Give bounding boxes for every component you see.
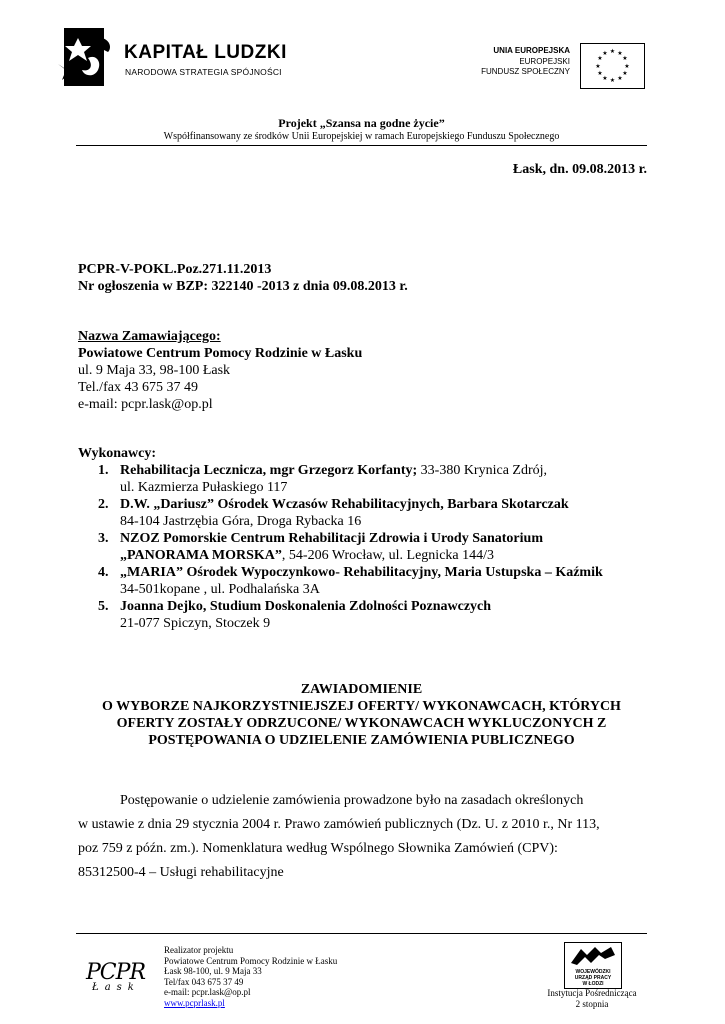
list-item <box>98 564 658 598</box>
project-title: Projekt „Szansa na godne życie” <box>278 116 445 130</box>
svg-text:★: ★ <box>597 55 603 62</box>
contractor-address: 84-104 Jastrzębia Góra, Droga Rybacka 16 <box>120 514 362 529</box>
footer-contact <box>164 945 337 1008</box>
kapital-ludzki-title: KAPITAŁ LUDZKI <box>124 42 287 63</box>
list-item <box>98 598 658 632</box>
svg-text:★: ★ <box>609 48 616 55</box>
list-item-number: 4. <box>98 565 109 580</box>
contractor-name: D.W. „Dariusz” Ośrodek Wczasów Rehabilitacyjnych, Barbara Skotarczak <box>120 497 569 512</box>
footer-line4: Tel/fax 043 675 37 49 <box>164 976 244 987</box>
contractor-name: „MARIA” Ośrodek Wypoczynkowo- Rehabilitacyjny, Maria Ustupska – Kaźmik <box>120 565 603 580</box>
svg-text:★: ★ <box>595 63 601 70</box>
notice-line1: ZAWIADOMIENIE <box>300 682 423 697</box>
list-item-number: 2. <box>98 497 109 512</box>
notice-line4: POSTĘPOWANIA O UDZIELENIE ZAMÓWIENIA PUBLICZNEGO <box>148 733 575 748</box>
list-item <box>98 530 658 564</box>
notice-title <box>76 681 647 749</box>
footer-website-link[interactable]: www.pcprlask.pl <box>164 997 225 1008</box>
header-divider <box>76 145 647 146</box>
contractor-address-part: 33-380 Krynica Zdrój, <box>417 463 548 478</box>
body-line1: Postępowanie o udzielenie zamówienia prowadzone było na zasadach określonych <box>120 793 584 808</box>
eu-line2: EUROPEJSKI <box>519 56 570 66</box>
svg-text:★: ★ <box>624 63 630 70</box>
footer-line1: Realizator projektu <box>164 945 234 955</box>
contracting-authority <box>78 328 362 413</box>
wup-line1: WOJEWÓDZKI <box>575 969 611 975</box>
pcpr-logo-text: PCPR <box>86 960 146 985</box>
list-item-number: 1. <box>98 463 109 478</box>
body-line3: poz 759 z późn. zm.). Nomenklatura według Wspólnego Słownika Zamówień (CPV): <box>78 841 558 856</box>
contractors-label: Wykonawcy: <box>78 446 157 461</box>
notice-line3: OFERTY ZOSTAŁY ODRZUCONE/ WYKONAWCACH WYKLUCZONYCH Z <box>116 716 607 731</box>
project-subtitle: Współfinansowany ze środków Unii Europejskiej w ramach Europejskiego Funduszu Społecznego <box>163 131 560 142</box>
contracting-authority-label: Nazwa Zamawiającego: <box>78 329 221 344</box>
contractor-name: NZOZ Pomorskie Centrum Rehabilitacji Zdrowia i Urody Sanatorium <box>120 531 543 546</box>
contractor-address: 21-077 Spiczyn, Stoczek 9 <box>120 616 271 631</box>
svg-text:★: ★ <box>602 75 608 82</box>
svg-text:★: ★ <box>602 50 608 57</box>
eu-text-block <box>470 46 570 78</box>
list-item <box>98 462 658 496</box>
contractor-address: , 54-206 Wrocław, ul. Legnicka 144/3 <box>281 548 495 563</box>
kapital-ludzki-logo <box>58 24 298 92</box>
body-line4: 85312500-4 – Usługi rehabilitacyjne <box>78 865 284 880</box>
kapital-ludzki-subtitle: NARODOWA STRATEGIA SPÓJNOŚCI <box>125 67 282 77</box>
wup-line2: URZĄD PRACY <box>574 975 612 981</box>
right-caption1: Instytucja Pośrednicząca <box>547 988 637 998</box>
body-paragraph <box>78 789 658 885</box>
contractor-address: 34-501kopane , ul. Podhalańska 3A <box>120 582 320 597</box>
contractor-address: ul. Kazmierza Pułaskiego 117 <box>120 480 288 495</box>
footer-divider <box>76 933 647 934</box>
eu-line1: UNIA EUROPEJSKA <box>493 46 570 55</box>
wup-arrows-icon <box>565 943 621 969</box>
contractor-list <box>98 462 658 632</box>
eu-line3: FUNDUSZ SPOŁECZNY <box>481 67 570 76</box>
eu-stars-icon <box>581 44 644 88</box>
footer-line2: Powiatowe Centrum Pomocy Rodzinie w Łasku <box>164 955 338 966</box>
contractor-name: Rehabilitacja Lecznicza, mgr Grzegorz Korfanty; <box>120 463 418 478</box>
svg-text:★: ★ <box>617 50 623 57</box>
contracting-authority-name: Powiatowe Centrum Pomocy Rodzinie w Łasku <box>78 346 363 361</box>
reference-number: PCPR-V-POKL.Poz.271.11.2013 <box>78 262 272 277</box>
list-item-number: 3. <box>98 531 109 546</box>
wup-line3: W ŁODZI <box>582 981 604 987</box>
contracting-authority-email: e-mail: pcpr.lask@op.pl <box>78 397 213 412</box>
footer-line3: Łask 98-100, ul. 9 Maja 33 <box>164 966 262 976</box>
svg-text:★: ★ <box>622 55 628 62</box>
notice-line2: O WYBORZE NAJKORZYSTNIEJSZEJ OFERTY/ WYKONAWCACH, KTÓRYCH <box>102 699 621 714</box>
kapital-ludzki-emblem-icon <box>58 24 114 90</box>
eu-flag <box>580 43 645 89</box>
contracting-authority-phone: Tel./fax 43 675 37 49 <box>78 380 198 395</box>
list-item <box>98 496 658 530</box>
wup-logo <box>564 942 622 989</box>
place-date: Łask, dn. 09.08.2013 r. <box>512 162 647 177</box>
svg-text:★: ★ <box>597 70 603 77</box>
right-caption2: 2 stopnia <box>575 998 609 1009</box>
lask-logo-text: Łask <box>92 982 140 993</box>
pcpr-logo <box>86 960 150 1006</box>
svg-text:★: ★ <box>622 70 628 77</box>
contractor-name: Joanna Dejko, Studium Doskonalenia Zdolności Poznawczych <box>120 599 492 614</box>
body-line2: w ustawie z dnia 29 stycznia 2004 r. Prawo zamówień publicznych (Dz. U. z 2010 r., Nr 113, <box>78 817 600 832</box>
list-item-number: 5. <box>98 599 109 614</box>
bzp-number: Nr ogłoszenia w BZP: 322140 -2013 z dnia 09.08.2013 r. <box>78 279 408 294</box>
footer-line5: e-mail: pcpr.lask@op.pl <box>164 987 251 997</box>
svg-text:★: ★ <box>609 77 616 84</box>
contractor-name-cont: „PANORAMA MORSKA” <box>120 548 282 563</box>
intermediate-institution-caption <box>544 988 640 1009</box>
contracting-authority-address: ul. 9 Maja 33, 98-100 Łask <box>78 363 231 378</box>
svg-text:★: ★ <box>617 75 623 82</box>
